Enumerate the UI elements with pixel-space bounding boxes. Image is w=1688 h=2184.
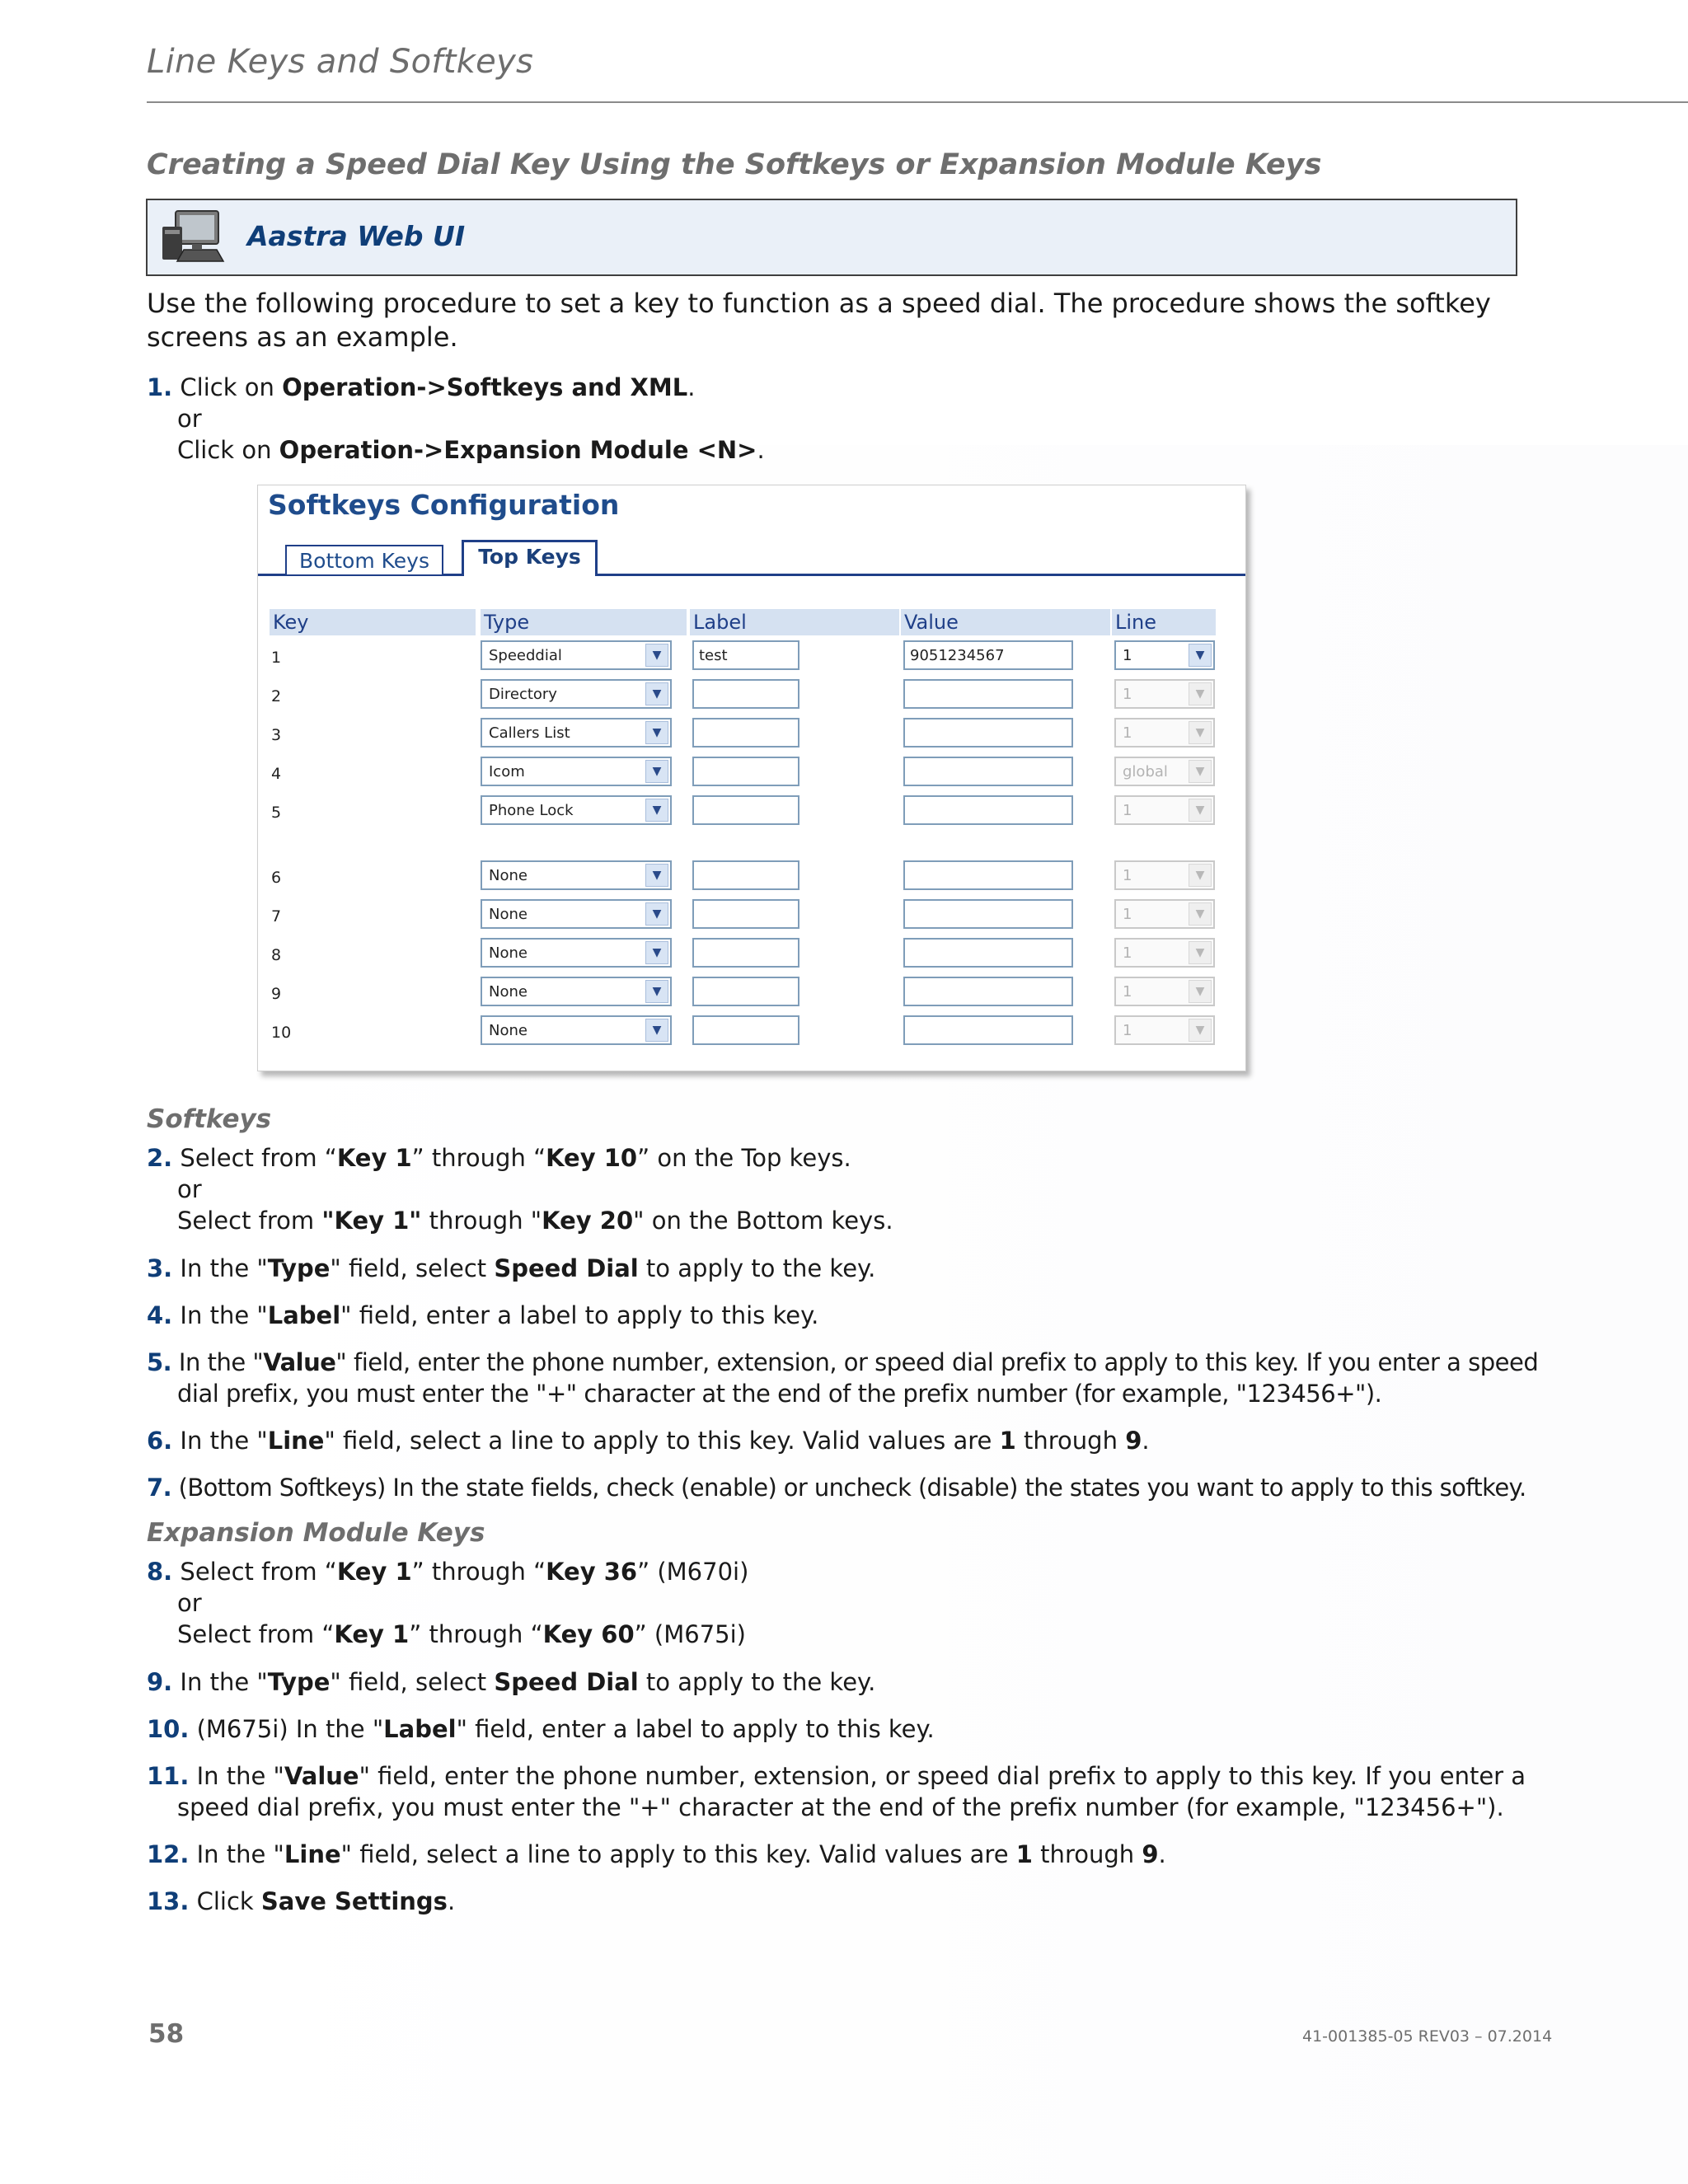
label-input[interactable]: test — [692, 640, 799, 670]
step-7: 7. (Bottom Softkeys) In the state fields, check (enable) or uncheck (disable) the states you want to apply to this softkey. — [147, 1474, 1526, 1502]
step-12: 12. In the "Line" field, select a line to apply to this key. Valid values are 1 through 9. — [147, 1840, 1166, 1868]
softkeys-config-title: Softkeys Configuration — [268, 489, 620, 521]
column-header-value: Value — [901, 609, 1110, 635]
line-select-value: 1 — [1123, 983, 1132, 1001]
ui-box-label: Aastra Web UI — [247, 220, 466, 252]
column-header-key: Key — [270, 609, 476, 635]
label-input[interactable] — [692, 679, 799, 709]
key-number: 2 — [271, 687, 282, 705]
menu-path: Operation->Softkeys and XML — [282, 373, 688, 401]
line-select — [1114, 977, 1215, 1006]
type-select-value: Callers List — [489, 724, 570, 742]
step-text: Click on — [180, 373, 283, 401]
chevron-down-icon[interactable]: ▼ — [645, 799, 668, 822]
chevron-down-icon[interactable]: ▼ — [645, 644, 668, 667]
value-input[interactable] — [903, 860, 1073, 890]
type-select[interactable] — [481, 640, 672, 670]
chevron-down-icon[interactable]: ▼ — [1189, 644, 1212, 667]
type-select[interactable] — [481, 977, 672, 1006]
value-input[interactable] — [903, 1015, 1073, 1045]
type-select[interactable] — [481, 795, 672, 825]
chevron-down-icon[interactable]: ▼ — [645, 760, 668, 783]
table-row — [258, 640, 1245, 673]
line-select-value: 1 — [1123, 802, 1132, 819]
type-select-value: None — [489, 1022, 528, 1039]
line-select-value: 1 — [1123, 944, 1132, 962]
value-input[interactable] — [903, 938, 1073, 968]
step-9: 9. In the "Type" field, select Speed Dial to apply to the key. — [147, 1668, 876, 1696]
line-select-value: 1 — [1123, 724, 1132, 742]
line-select[interactable] — [1114, 640, 1215, 670]
softkeys-heading: Softkeys — [147, 1104, 272, 1134]
type-select-value: Icom — [489, 763, 525, 780]
key-number: 3 — [271, 726, 282, 744]
step-5: 5. In the "Value" field, enter the phone number, extension, or speed dial prefix to apply to this key. If you enter a speed dial prefix, you must enter the "+" character at the end of the prefix number (for example, "123456+"). — [147, 1348, 1539, 1408]
column-header-label: Label — [690, 609, 899, 635]
chevron-down-icon: ▼ — [1189, 941, 1212, 964]
key-number: 6 — [271, 869, 282, 887]
line-select — [1114, 795, 1215, 825]
chapter-title: Line Keys and Softkeys — [147, 43, 534, 81]
chevron-down-icon: ▼ — [1189, 864, 1212, 887]
expansion-module-heading: Expansion Module Keys — [147, 1518, 485, 1548]
label-input[interactable] — [692, 795, 799, 825]
table-row — [258, 977, 1245, 1010]
tab-top-keys[interactable]: Top Keys — [462, 540, 598, 576]
step-or: or — [177, 405, 202, 433]
table-row — [258, 899, 1245, 932]
value-input[interactable] — [903, 718, 1073, 748]
line-select — [1114, 899, 1215, 929]
type-select-value: Speeddial — [489, 647, 562, 664]
line-select — [1114, 1015, 1215, 1045]
key-number: 10 — [271, 1024, 292, 1042]
key-number: 9 — [271, 985, 282, 1003]
step-11: 11. In the "Value" field, enter the phone number, extension, or speed dial prefix to apply to this key. If you enter a speed dial prefix, you must enter the "+" character at the end of the prefix number (for example, "123456+"). — [147, 1762, 1526, 1821]
type-select-value: Directory — [489, 686, 557, 703]
value-input[interactable] — [903, 679, 1073, 709]
value-input[interactable] — [903, 757, 1073, 786]
label-input[interactable] — [692, 860, 799, 890]
step-10: 10. (M675i) In the "Label" field, enter a label to apply to this key. — [147, 1715, 935, 1743]
type-select[interactable] — [481, 899, 672, 929]
chevron-down-icon[interactable]: ▼ — [645, 682, 668, 705]
chevron-down-icon: ▼ — [1189, 902, 1212, 926]
chevron-down-icon: ▼ — [1189, 760, 1212, 783]
step-1 — [147, 372, 765, 466]
table-row — [258, 795, 1245, 828]
table-row — [258, 860, 1245, 893]
label-input[interactable] — [692, 977, 799, 1006]
type-select-value: None — [489, 906, 528, 923]
label-input[interactable] — [692, 757, 799, 786]
label-input[interactable] — [692, 1015, 799, 1045]
chevron-down-icon[interactable]: ▼ — [645, 721, 668, 744]
intro-paragraph: Use the following procedure to set a key to function as a speed dial. The procedure shows the softkey screens as an example. — [147, 288, 1491, 353]
type-select-value: None — [489, 867, 528, 884]
table-row — [258, 938, 1245, 971]
chevron-down-icon[interactable]: ▼ — [645, 864, 668, 887]
step-6: 6. In the "Line" field, select a line to apply to this key. Valid values are 1 through 9. — [147, 1427, 1150, 1455]
line-select-value: 1 — [1123, 867, 1132, 884]
chevron-down-icon: ▼ — [1189, 721, 1212, 744]
label-input[interactable] — [692, 899, 799, 929]
key-number: 8 — [271, 946, 282, 964]
step-number: 1. — [147, 373, 173, 401]
type-select[interactable] — [481, 757, 672, 786]
line-select — [1114, 718, 1215, 748]
aastra-web-ui-box — [146, 199, 1517, 276]
value-input[interactable] — [903, 977, 1073, 1006]
type-select-value: Phone Lock — [489, 802, 574, 819]
key-number: 7 — [271, 907, 282, 926]
chevron-down-icon[interactable]: ▼ — [645, 1019, 668, 1042]
chevron-down-icon: ▼ — [1189, 799, 1212, 822]
type-select-value: None — [489, 944, 528, 962]
chevron-down-icon[interactable]: ▼ — [645, 902, 668, 926]
document-id: 41-001385-05 REV03 – 07.2014 — [1302, 2027, 1553, 2046]
type-select-value: None — [489, 983, 528, 1001]
step-3: 3. In the "Type" field, select Speed Dial to apply to the key. — [147, 1254, 876, 1282]
chevron-down-icon: ▼ — [1189, 682, 1212, 705]
section-title: Creating a Speed Dial Key Using the Softkeys or Expansion Module Keys — [147, 148, 1322, 181]
type-select[interactable] — [481, 679, 672, 709]
table-row — [258, 1015, 1245, 1048]
step-alt: Click on Operation->Expansion Module <N>. — [177, 436, 765, 464]
label-input[interactable] — [692, 938, 799, 968]
line-select-value: 1 — [1123, 906, 1132, 923]
chapter-rule — [147, 101, 1688, 103]
column-header-line: Line — [1112, 609, 1216, 635]
line-select — [1114, 679, 1215, 709]
table-row — [258, 757, 1245, 790]
step-4: 4. In the "Label" field, enter a label to apply to this key. — [147, 1301, 819, 1329]
chevron-down-icon: ▼ — [1189, 980, 1212, 1003]
label-input[interactable] — [692, 718, 799, 748]
computer-monitor-icon — [159, 209, 225, 268]
value-input[interactable] — [903, 899, 1073, 929]
step-alt: Select from "Key 1" through "Key 20" on the Bottom keys. — [177, 1207, 893, 1235]
step-8: 8. Select from “Key 1” through “Key 36” (M670i) or Select from “Key 1” through “Key 60” (M675i) — [147, 1558, 749, 1648]
chevron-down-icon[interactable]: ▼ — [645, 941, 668, 964]
line-select-value: 1 — [1123, 686, 1132, 703]
type-select[interactable] — [481, 860, 672, 890]
line-select-value: global — [1123, 763, 1168, 780]
line-select-value: 1 — [1123, 1022, 1132, 1039]
softkeys-configuration-screenshot — [257, 485, 1246, 1071]
step-text: . — [687, 373, 696, 401]
tab-bottom-keys[interactable]: Bottom Keys — [285, 545, 443, 574]
key-number: 1 — [271, 649, 282, 667]
value-input[interactable] — [903, 795, 1073, 825]
value-input[interactable]: 9051234567 — [903, 640, 1073, 670]
chevron-down-icon: ▼ — [1189, 1019, 1212, 1042]
step-13: 13. Click Save Settings. — [147, 1887, 456, 1915]
column-header-type: Type — [481, 609, 687, 635]
step-or: or — [177, 1175, 202, 1203]
table-row — [258, 718, 1245, 751]
step-number: 2. — [147, 1144, 173, 1172]
line-select-value: 1 — [1123, 647, 1132, 664]
page-number: 58 — [148, 2019, 185, 2049]
key-number: 4 — [271, 765, 282, 783]
step-2: 2. Select from “Key 1” through “Key 10” on the Top keys. or Select from "Key 1" through "Key 20" on the Bottom keys. — [147, 1144, 893, 1235]
chevron-down-icon[interactable]: ▼ — [645, 980, 668, 1003]
type-select[interactable] — [481, 718, 672, 748]
line-select — [1114, 860, 1215, 890]
type-select[interactable] — [481, 938, 672, 968]
table-row — [258, 679, 1245, 712]
line-select — [1114, 757, 1215, 786]
type-select[interactable] — [481, 1015, 672, 1045]
line-select — [1114, 938, 1215, 968]
key-number: 5 — [271, 804, 282, 822]
